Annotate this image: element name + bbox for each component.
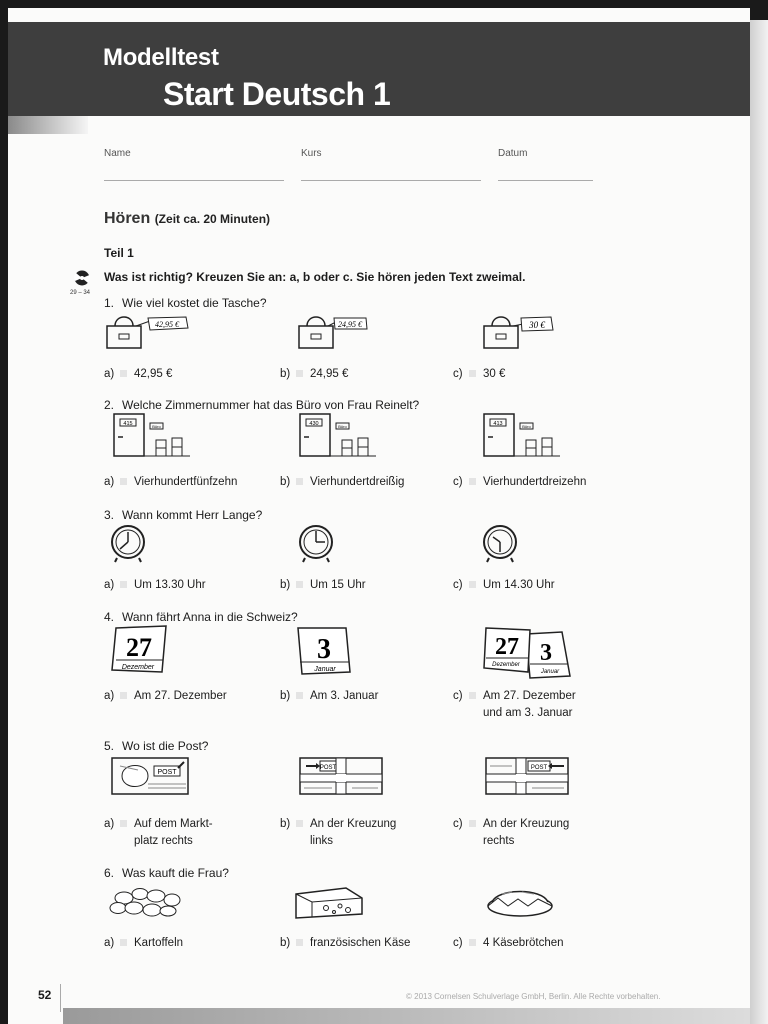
question-4: 4. Wann fährt Anna in die Schweiz? bbox=[104, 610, 298, 624]
datum-field[interactable] bbox=[498, 180, 593, 181]
svg-text:POST: POST bbox=[157, 769, 177, 776]
title-banner bbox=[8, 22, 750, 116]
bottom-gradient-strip bbox=[63, 1008, 750, 1024]
question-5: 5. Wo ist die Post? bbox=[104, 739, 209, 753]
svg-text:42,95 €: 42,95 € bbox=[155, 320, 179, 329]
worksheet-page: Modelltest Start Deutsch 1 Name Kurs Datum Hören (Zeit ca. 20 Minuten) Teil 1 29 – 34 Was ist richtig? Kreuzen Sie an: a, b oder c. Sie hören jeden Text zweimal. 1. Wie viel kostet die Tasche? 42,95 € 24,95 € 30 € a) 42,95 € b) 24,95 € c) 30 € 2. Welche Zimmernummer hat das Büro von Frau Reinelt? 415 Büro 430 Büro 413 Büro a) Vierhundertfünfzehn b) Vierhundertdreißig c) Vierhundertdreizehn 3. Wann kommt Herr Lange? a) Um 13.30 Uhr b) Um 15 Uhr c) Um 14.30 Uhr 4. Wann fährt Anna in die Schweiz? 27 Dezember 3 Januar 3 Januar 27 Dezember a) Am 27. Dezember b) Am 3. Januar c) Am 27. Dezember und am 3. Januar 5. Wo ist die Post? POST POST POST a) Auf dem Markt- platz rechts b) An der Kreuzung links c) An der Kreuzung rechts 6. Was kauft die Frau? a) Kartoffeln b) französischen Käse c) 4 Käsebrötchen 52 © 2013 Cornelsen Schulverlage GmbH, Berlin. Alle Rechte vorbehalten. bbox=[8, 8, 750, 1024]
section-heading: Hören (Zeit ca. 20 Minuten) bbox=[104, 210, 271, 227]
svg-text:POST: POST bbox=[530, 765, 548, 771]
calendar-picture-a bbox=[110, 624, 170, 674]
svg-text:Büro: Büro bbox=[522, 424, 531, 429]
checkbox[interactable] bbox=[469, 820, 476, 827]
datum-label: Datum bbox=[498, 148, 528, 159]
bag-picture-b bbox=[296, 310, 388, 350]
clock-icon-b bbox=[296, 522, 336, 564]
svg-text:27: 27 bbox=[126, 633, 152, 662]
svg-text:Dezember: Dezember bbox=[121, 664, 155, 671]
gradient-band bbox=[8, 116, 88, 134]
svg-text:415: 415 bbox=[123, 421, 133, 427]
checkbox[interactable] bbox=[120, 370, 127, 377]
clock-icon-c bbox=[480, 522, 520, 564]
svg-text:Dezember: Dezember bbox=[492, 662, 520, 668]
copyright-text: © 2013 Cornelsen Schulverlage GmbH, Berlin. Alle Rechte vorbehalten. bbox=[406, 992, 661, 1001]
checkbox[interactable] bbox=[296, 939, 303, 946]
name-field[interactable] bbox=[104, 180, 284, 181]
page-edge bbox=[750, 20, 768, 1024]
question-3: 3. Wann kommt Herr Lange? bbox=[104, 508, 263, 522]
sandwich-picture bbox=[482, 884, 562, 920]
checkbox[interactable] bbox=[469, 581, 476, 588]
teil-heading: Teil 1 bbox=[104, 246, 134, 260]
checkbox[interactable] bbox=[296, 820, 303, 827]
checkbox[interactable] bbox=[120, 692, 127, 699]
cheese-picture bbox=[290, 884, 370, 920]
cd-icon bbox=[74, 270, 90, 286]
checkbox[interactable] bbox=[296, 692, 303, 699]
door-picture-c bbox=[482, 412, 562, 458]
title-line2: Start Deutsch 1 bbox=[163, 76, 391, 112]
svg-text:27: 27 bbox=[495, 634, 519, 660]
bag-picture-a bbox=[104, 310, 196, 350]
bag-picture-c bbox=[481, 310, 573, 350]
svg-text:Büro: Büro bbox=[152, 424, 161, 429]
svg-text:Büro: Büro bbox=[338, 424, 347, 429]
kurs-label: Kurs bbox=[301, 148, 322, 159]
footer-divider bbox=[60, 984, 61, 1012]
svg-text:3: 3 bbox=[317, 634, 331, 665]
map-picture-a bbox=[108, 754, 192, 798]
map-picture-c bbox=[482, 754, 572, 798]
svg-text:3: 3 bbox=[540, 640, 552, 666]
svg-text:POST: POST bbox=[319, 765, 337, 771]
calendar-picture-b bbox=[294, 624, 354, 676]
checkbox[interactable] bbox=[120, 820, 127, 827]
instruction-text: Was ist richtig? Kreuzen Sie an: a, b oder c. Sie hören jeden Text zweimal. bbox=[104, 270, 526, 284]
calendar-picture-c bbox=[482, 624, 574, 680]
checkbox[interactable] bbox=[120, 581, 127, 588]
title-line1: Modelltest bbox=[103, 44, 219, 71]
checkbox[interactable] bbox=[469, 370, 476, 377]
name-label: Name bbox=[104, 148, 131, 159]
question-1: 1. Wie viel kostet die Tasche? bbox=[104, 296, 267, 310]
door-picture-a bbox=[112, 412, 192, 458]
svg-text:430: 430 bbox=[309, 421, 319, 427]
page-number: 52 bbox=[38, 988, 52, 1002]
question-2: 2. Welche Zimmernummer hat das Büro von Frau Reinelt? bbox=[104, 398, 420, 412]
svg-text:24,95 €: 24,95 € bbox=[338, 320, 362, 329]
question-6: 6. Was kauft die Frau? bbox=[104, 866, 229, 880]
svg-text:Januar: Januar bbox=[314, 666, 336, 673]
clock-icon-a bbox=[108, 522, 148, 564]
checkbox[interactable] bbox=[469, 478, 476, 485]
checkbox[interactable] bbox=[120, 939, 127, 946]
door-picture-b bbox=[298, 412, 378, 458]
checkbox[interactable] bbox=[469, 939, 476, 946]
potatoes-picture bbox=[106, 884, 186, 918]
checkbox[interactable] bbox=[120, 478, 127, 485]
svg-text:Januar: Januar bbox=[540, 669, 560, 675]
checkbox[interactable] bbox=[296, 478, 303, 485]
checkbox[interactable] bbox=[296, 581, 303, 588]
checkbox[interactable] bbox=[296, 370, 303, 377]
svg-text:30 €: 30 € bbox=[529, 320, 545, 330]
map-picture-b bbox=[296, 754, 386, 798]
track-number: 29 – 34 bbox=[70, 290, 91, 296]
kurs-field[interactable] bbox=[301, 180, 481, 181]
checkbox[interactable] bbox=[469, 692, 476, 699]
svg-text:413: 413 bbox=[493, 421, 503, 427]
